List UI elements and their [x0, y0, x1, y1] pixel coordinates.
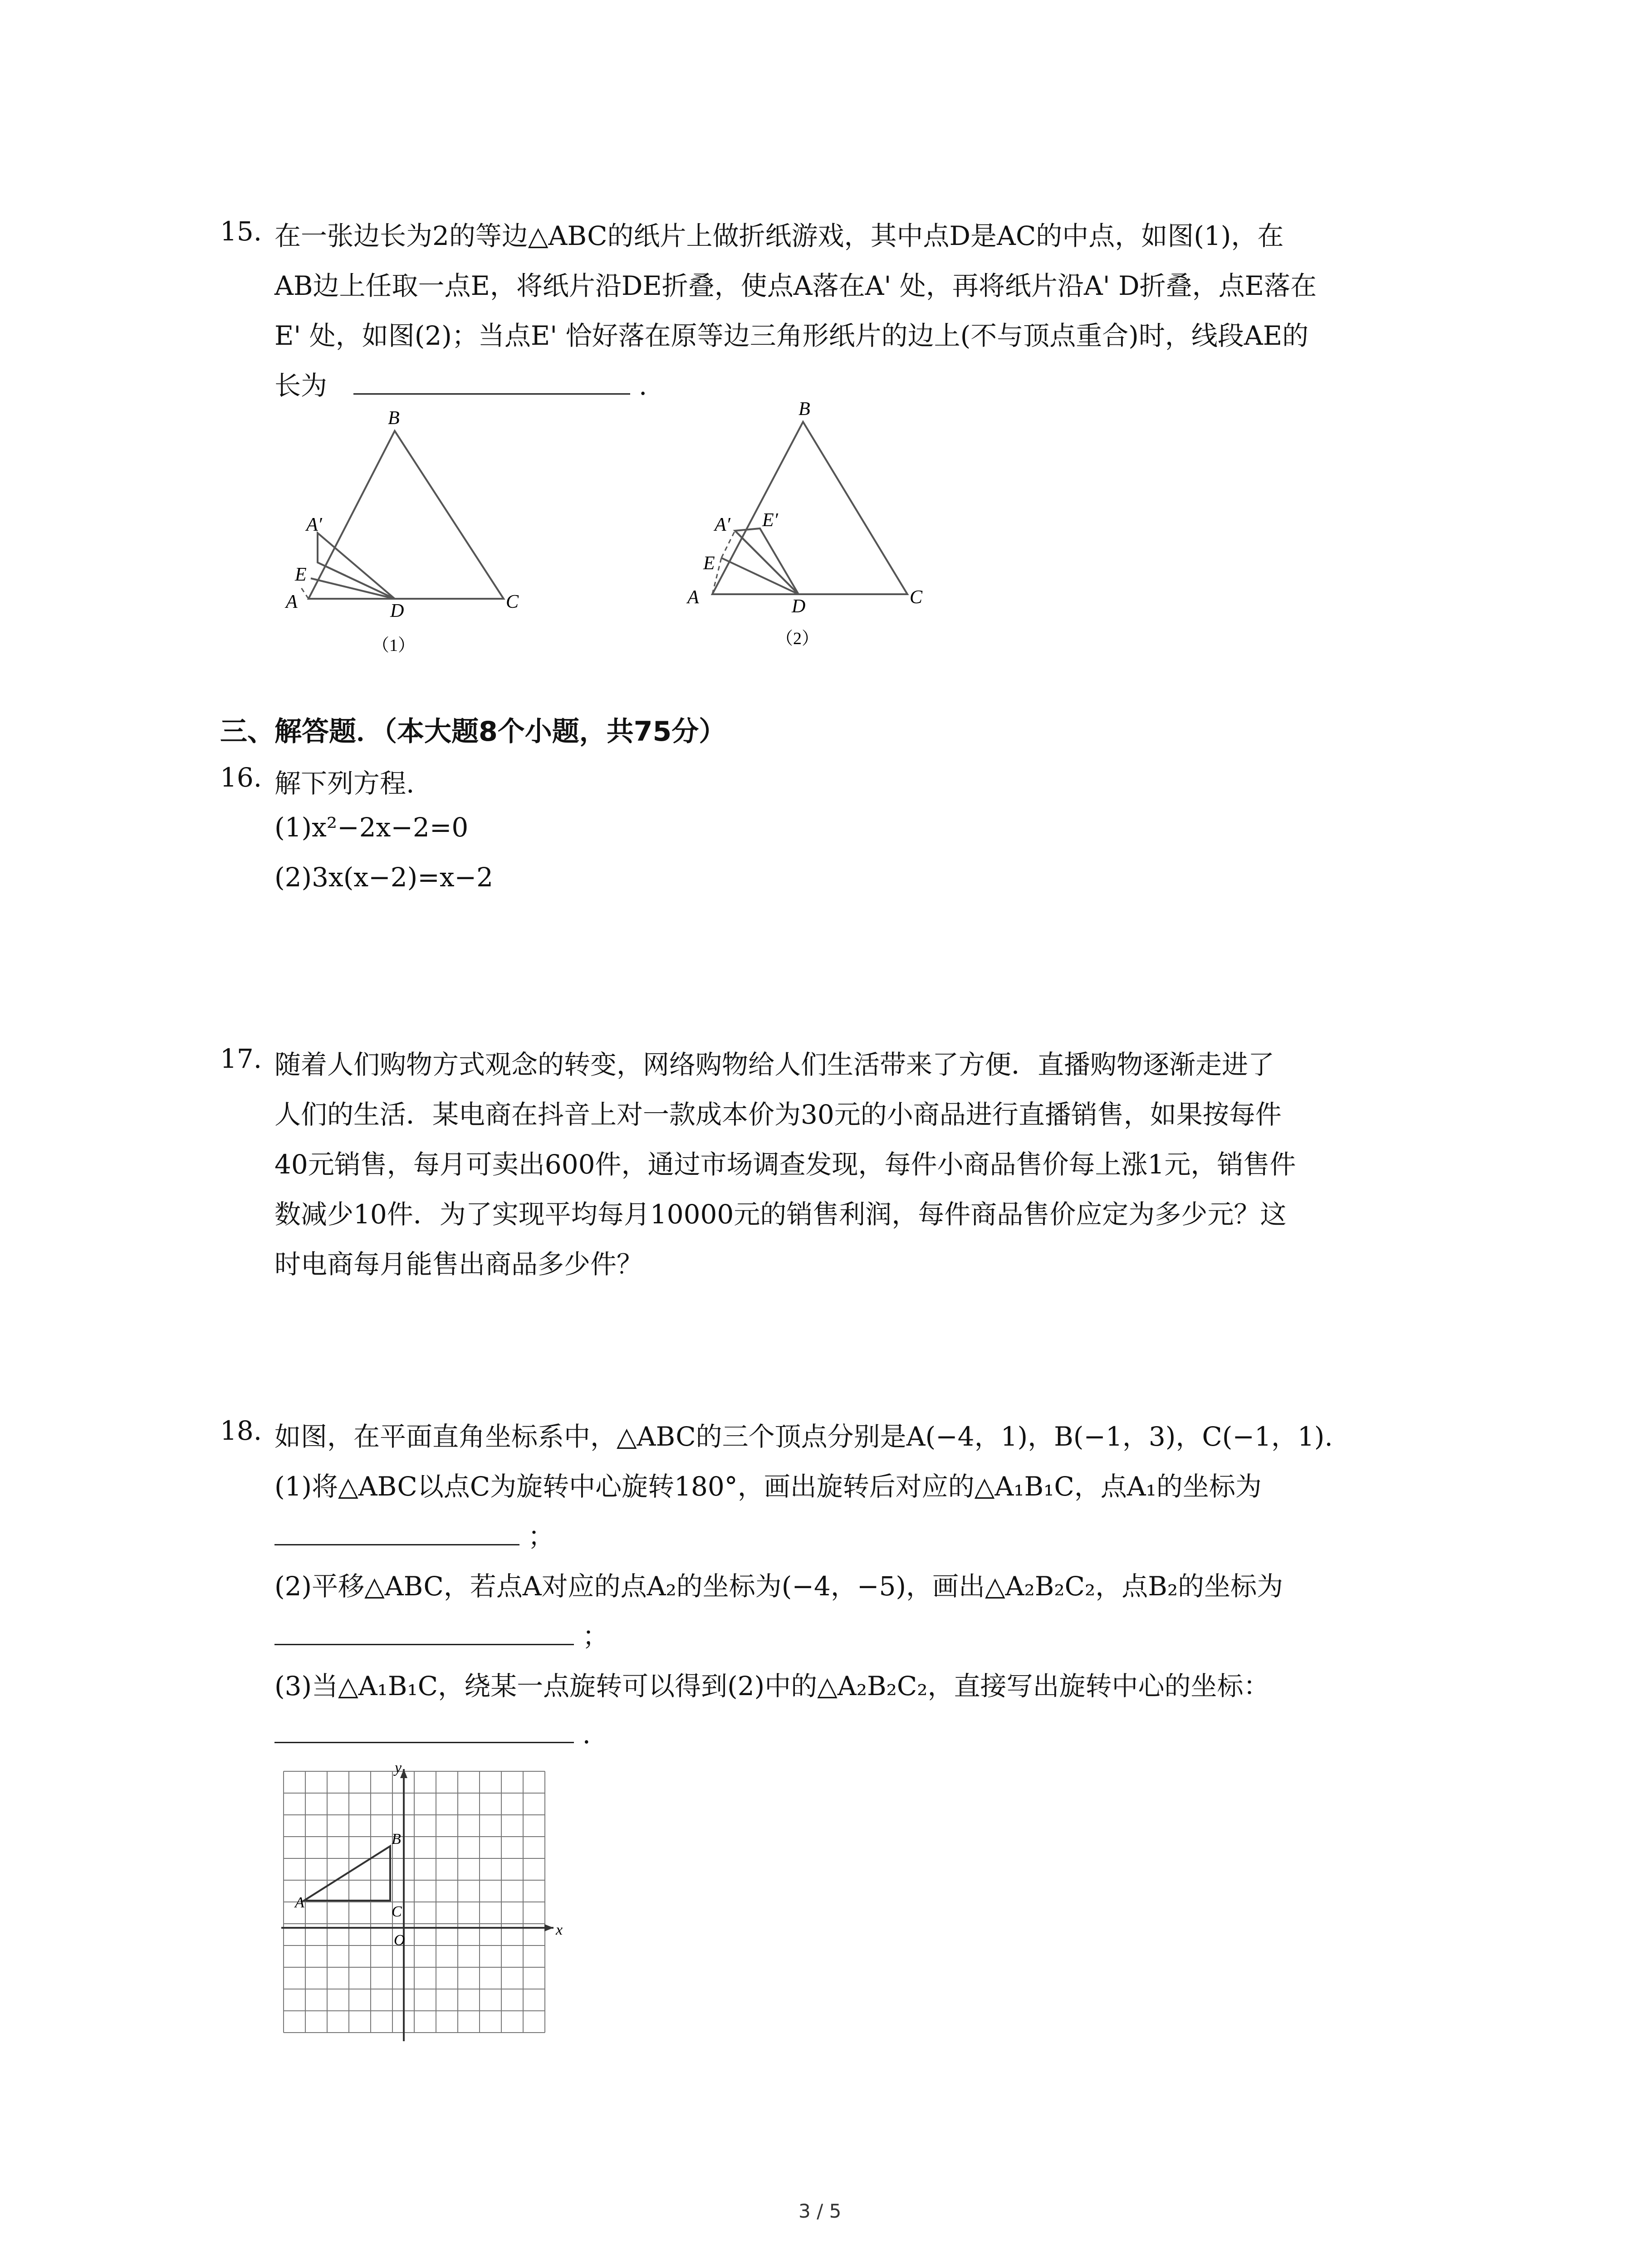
label-e-prime: E′	[762, 510, 778, 531]
q15-answer-prefix: 长为	[274, 370, 328, 401]
q18-line-6: (3)当△A₁B₁C，绕某一点旋转可以得到(2)中的△A₂B₂C₂，直接写出旋转中心的坐标：	[274, 1671, 1270, 1701]
q15-number: 15.	[220, 216, 262, 247]
point-c-label: C	[392, 1903, 402, 1920]
q18-blank-3-end: .	[582, 1719, 591, 1750]
q18-line-3	[274, 1515, 554, 1553]
label-c: C	[506, 591, 519, 612]
triangle-abc	[309, 431, 504, 599]
origin-label: O	[394, 1932, 405, 1949]
point-a-label: A	[295, 1894, 304, 1911]
q16-number: 16.	[220, 762, 262, 793]
label-b: B	[798, 399, 810, 420]
q15-line-4	[274, 364, 647, 402]
q17-number: 17.	[220, 1043, 262, 1074]
q18-line-4: (2)平移△ABC，若点A对应的点A₂的坐标为(−4，−5)，画出△A₂B₂C₂，点B₂的坐标为	[274, 1571, 1283, 1602]
label-d: D	[792, 596, 806, 617]
label-a-prime: A′	[715, 514, 730, 535]
x-axis-label: x	[556, 1921, 563, 1938]
q18-line-5	[274, 1615, 608, 1653]
x-axis-arrow	[544, 1924, 554, 1931]
q18-line-2: (1)将△ABC以点C为旋转中心旋转180°，画出旋转后对应的△A₁B₁C，点A₁的坐标为	[274, 1471, 1262, 1502]
label-a-prime: A′	[306, 514, 322, 535]
point-b-label: B	[392, 1831, 401, 1848]
q17-line-5: 时电商每月能售出商品多少件？	[274, 1249, 643, 1280]
dashed-ae	[299, 585, 309, 599]
q16-equation-1: (1)x²−2x−2=0	[274, 812, 469, 843]
q18-blank-1-end: ；	[528, 1521, 554, 1552]
q15-line-3: E' 处，如图(2)；当点E' 恰好落在原等边三角形纸片的边上(不与顶点重合)时，线段AE的	[274, 320, 1309, 351]
q18-answer-blank-1[interactable]	[274, 1517, 519, 1545]
q18-answer-blank-3[interactable]	[274, 1715, 574, 1743]
label-e: E	[703, 553, 715, 574]
section-3-heading: 三、解答题．（本大题8个小题，共75分）	[220, 716, 726, 748]
q15-figure-2	[671, 395, 962, 658]
q17-line-4: 数减少10件．为了实现平均每月10000元的销售利润，每件商品售价应定为多少元？这	[274, 1199, 1287, 1230]
label-b: B	[388, 408, 400, 429]
label-a: A	[286, 591, 298, 612]
q17-line-2: 人们的生活．某电商在抖音上对一款成本价为30元的小商品进行直播销售，如果按每件	[274, 1099, 1282, 1130]
label-e: E	[295, 564, 307, 585]
figure-2-caption: （2）	[776, 629, 819, 648]
q18-coordinate-grid	[272, 1760, 563, 2050]
y-axis-label: y	[395, 1760, 402, 1776]
q15-answer-end: .	[638, 370, 647, 401]
q18-number: 18.	[220, 1415, 262, 1446]
figure-1-caption: （1）	[372, 636, 416, 655]
page-number: 3 / 5	[798, 2200, 842, 2222]
q15-line-2: AB边上任取一点E，将纸片沿DE折叠，使点A落在A' 处，再将纸片沿A' D折叠，点E落在	[274, 270, 1317, 301]
line-ed	[318, 562, 395, 599]
q16-equation-2: (2)3x(x−2)=x−2	[274, 862, 494, 893]
label-a: A	[687, 587, 699, 608]
label-c: C	[910, 587, 923, 608]
q15-answer-blank[interactable]	[353, 366, 630, 395]
q17-line-3: 40元销售，每月可卖出600件，通过市场调查发现，每件小商品售价每上涨1元，销售件	[274, 1149, 1296, 1180]
q17-line-1: 随着人们购物方式观念的转变，网络购物给人们生活带来了方便．直播购物逐渐走进了	[274, 1049, 1275, 1080]
q18-blank-2-end: ；	[582, 1621, 609, 1652]
label-d: D	[390, 601, 404, 621]
triangle-abc	[304, 1846, 390, 1901]
q18-line-1: 如图，在平面直角坐标系中，△ABC的三个顶点分别是A(−4，1)，B(−1，3)，C(−1，1).	[274, 1421, 1333, 1452]
grid-lines	[284, 1771, 545, 2033]
q18-answer-blank-2[interactable]	[274, 1617, 574, 1645]
q16-title: 解下列方程.	[274, 768, 415, 799]
q15-line-1: 在一张边长为2的等边△ABC的纸片上做折纸游戏，其中点D是AC的中点，如图(1)，在	[274, 220, 1284, 251]
q15-figure-1	[268, 399, 540, 662]
q18-line-7	[274, 1715, 591, 1750]
